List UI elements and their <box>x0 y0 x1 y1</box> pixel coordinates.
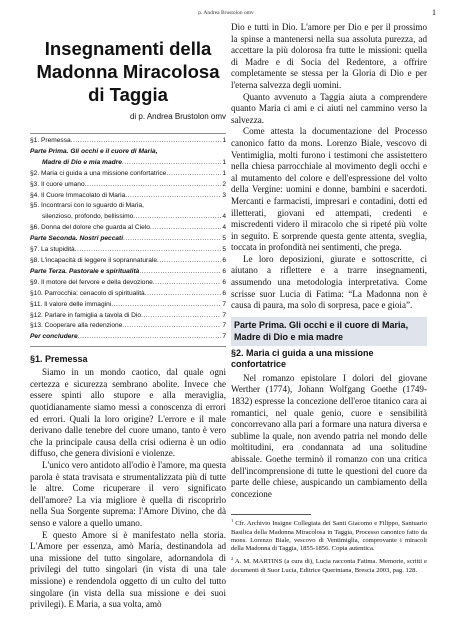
toc-entry[interactable] <box>30 223 226 234</box>
title-line: di Taggia <box>88 84 168 105</box>
toc-entry[interactable] <box>30 300 226 311</box>
footnote: $^1$ Cfr. Archivio Insigne Collegiata dei Santi Giacomo e Filippo, Santuario Basilica della Madonna Miracolosa in Taggia, Processo canonico fatto da mons. Lorenzo Biale, vescovo di Ventimiglia, comprovante i miracoli della Madonna di Taggia, 1855-1856. Copia autentica. <box>231 518 427 553</box>
paragraph: Come attesta la documentazione del Processo canonico fatto da mons. Lorenzo Biale, vescovo di Ventimiglia, molti furono i testimoni che assistettero nella chiesa parrocchiale al movimento degli occhi e al mutamento del colore e dell'espressione del volto della Vergine: uomini e donne, bambini e sacerdoti. Mercanti e farmacisti, impresari e contadini, dotti ed illetterati, giovani ed attempati, credenti e miscredenti videro il miracolo che si ripeté più volte in seguito. E sorprende questa gente attenta, sveglia, toccata in profondità nei sentimenti, che prega. <box>231 126 427 253</box>
toc-entry-page: 2 <box>222 180 226 188</box>
toc-entry-title: §8. L'incapacità di leggere il soprannaturale <box>30 256 157 264</box>
toc-entry[interactable] <box>30 332 226 343</box>
toc-leader-dots <box>150 223 221 234</box>
toc-leader-dots <box>71 136 222 147</box>
document-title <box>30 37 226 106</box>
footnote: $^2$ A. M. MARTINS (a cura di), Lucia racconta Fatima. Memorie, scritti e documenti di Suor Lucia, Editrice Queriniana, Brescia 2003, pag. 128. <box>231 556 427 574</box>
toc-entry-page: 3 <box>222 191 226 199</box>
toc-entry[interactable] <box>30 169 226 180</box>
toc-leader-dots <box>123 234 221 245</box>
toc-entry-title: §7. La stupidità <box>30 246 75 254</box>
toc-entry-page: 7 <box>222 322 226 330</box>
toc-entry-page: 4 <box>222 213 226 221</box>
paragraph: Le loro deposizioni, giurate e sottoscritte, ci aiutano a riflettere e a trarre insegnamenti, assumendo una metodologia interpretativa. Come scrisse suor Lucia di Fatima: “La Madonna non è causa di paura, ma solo di sorpresa, pace e gioia”. <box>231 253 427 311</box>
footnote-text: Cfr. Archivio Insigne Collegiata dei Santi Giacomo e Filippo, Santuario Basilica della Madonna Miracolosa in Taggia, Processo canonico fatto da mons. Lorenzo Biale, vescovo di Ventimiglia, comprovante i miracoli della Madonna di Taggia, 1855-1856. Copia autentica. <box>231 520 427 553</box>
title-line: Insegnamenti della <box>44 38 212 59</box>
toc-entry[interactable] <box>30 289 226 300</box>
toc-entry-title: silenzioso, profondo, bellissimo <box>42 213 134 221</box>
footnote-text: A. M. MARTINS (a cura di), Lucia racconta Fatima. Memorie, scritti e documenti di Suor Lucia, Editrice Queriniana, Brescia 2003, pag. 128. <box>231 558 427 574</box>
page-number: 1 <box>432 8 436 17</box>
paragraph: Dio e tutti in Dio. L'amore per Dio e per il prossimo la spinse a mantenersi nella sua assoluta purezza, ad accettare la più dolorosa fra tutte le missioni: quella di Madre e di Socia del Redentore, a offrire completamente se stessa per la Gloria di Dio e per l'eterna salvezza degli uomini. <box>231 22 427 90</box>
toc-entry-title: §11. Il valore delle immagini <box>30 300 112 308</box>
section-heading-missione: §2. Maria ci guida a una missione confortatrice <box>231 347 374 370</box>
toc-entry-title: Per concludere <box>30 333 78 341</box>
running-head: p. Andrea Brustolon omv <box>198 10 254 16</box>
toc-entry-page: 7 <box>222 300 226 308</box>
toc-leader-dots <box>111 300 221 311</box>
footnote-rule <box>231 514 311 515</box>
toc-leader-dots <box>125 191 221 202</box>
right-column <box>231 22 427 575</box>
toc-entry[interactable] <box>30 212 226 223</box>
paragraph: Quanto avvenuto a Taggia aiuta a comprendere quanto Maria ci ami e ci aiuti nel cammino verso la salvezza. <box>231 91 427 125</box>
toc-entry-title: Parte Seconda. Nostri peccati <box>30 235 124 243</box>
toc-entry[interactable] <box>30 201 226 212</box>
toc-entry-page: 7 <box>222 311 226 319</box>
paragraph: L'unico vero antidoto all'odio è l'amore, ma questa parola è stata travisata e strumentalizzata più di tutte le altre. Come ricuperare il vero significato dell'amore? La via migliore è quella di riscoprirlo nella Sua Sorgente suprema: l'Amore Divino, che dà senso e valore a quello umano. <box>30 459 226 528</box>
toc-entry-title: §1. Premessa <box>30 137 71 144</box>
toc-entry[interactable] <box>30 158 226 169</box>
paragraph: Siamo in un mondo caotico, dal quale ogni certezza e sicurezza sembrano abolite. Invece che essere spinti allo stupore e alla meraviglia, quotidianamente siamo messi a conoscenza di errori ed errori. Quali la loro origine? L'errore e il male derivano dalle tenebre del cuore umano, tanto è vero che la principale causa della crisi odierna è un odio diffuso, che genera divisioni e violenze. <box>30 367 226 459</box>
toc-entry[interactable] <box>30 234 226 245</box>
toc-entry-title: §12. Parlare in famiglia a tavola di Dio <box>30 311 142 319</box>
toc-leader-dots <box>145 289 222 300</box>
toc-entry-title: Madre di Dio e mia madre <box>42 158 122 166</box>
toc-entry-title: §9. Il motore del fervore e della devozione <box>30 278 153 286</box>
toc-entry-title: §2. Maria ci guida a una missione confortatrice <box>30 169 167 177</box>
toc-entry-title: §4. Il Cuore Immacolato di Maria <box>30 191 126 199</box>
toc-entry-page: 5 <box>222 235 226 243</box>
toc-leader-dots <box>133 212 221 223</box>
toc-entry-page: 1 <box>222 137 226 144</box>
paragraph: E questo Amore si è manifestato nella storia. L'Amore per essenza, amò Maria, destinandola ad una missione del tutto singolare, adornandola di privilegi del tutto singolari (in vista di una tale missione) e rendendola oggetto di un culto del tutto singolare (in vista della sua missione e dei suoi privilegi). E Maria, a sua volta, amò <box>30 529 226 610</box>
author-line: di p. Andrea Brustolon omv <box>129 112 226 121</box>
toc-entry-page: 6 <box>222 278 226 286</box>
toc-leader-dots <box>141 311 221 322</box>
toc-entry-page: 1 <box>222 158 226 166</box>
toc-entry-title: §13. Cooperare alla redenzione <box>30 322 123 330</box>
toc-leader-dots <box>85 180 222 191</box>
title-line: Madonna Miracolosa <box>36 61 220 82</box>
toc-entry[interactable] <box>30 180 226 191</box>
toc-leader-dots <box>166 169 221 180</box>
toc-leader-dots <box>122 321 221 332</box>
toc-entry[interactable] <box>30 245 226 256</box>
toc-leader-dots <box>153 278 222 289</box>
toc-entry-title: Parte Prima. Gli occhi e il cuore di Maria, <box>30 147 158 155</box>
toc-entry[interactable] <box>30 191 226 202</box>
table-of-contents <box>30 133 226 347</box>
toc-entry-page: 7 <box>222 333 226 341</box>
toc-entry-title: §10. Parrocchia: cenacolo di spiritualità <box>30 289 145 297</box>
toc-entry-page: 6 <box>222 267 226 275</box>
section-heading-premessa: §1. Premessa <box>30 354 88 365</box>
toc-entry-title: §5. Incontrarsi con lo sguardo di Maria, <box>30 202 144 210</box>
toc-entry[interactable] <box>30 278 226 289</box>
toc-entry-page: 6 <box>222 289 226 297</box>
toc-leader-dots <box>139 267 221 278</box>
left-column <box>30 22 226 611</box>
toc-entry-page: 6 <box>222 256 226 264</box>
toc-entry[interactable] <box>30 321 226 332</box>
toc-entry-page: 5 <box>222 246 226 254</box>
toc-entry[interactable] <box>30 147 226 158</box>
toc-entry-title: Parte Terza. Pastorale e spiritualità <box>30 267 140 275</box>
paragraph: Nel romanzo epistolare I dolori del giovane Werther (1774), Johann Wolfgang Goethe (1749-1832) espresse la concezione dell'eroe titanico cara ai romantici, nel quale genio, cuore e sensibilità concorrevano alla pari a formare una natura diversa e sublime la quale, non avendo patria nel mondo delle moltitudini, era condannata ad una solitudine abissale. Goethe terminò il romanzo con una critica dell'incomprensione di tutte le questioni del cuore da parte delle chiese, auspicando un cambiamento della concezione <box>231 372 427 499</box>
toc-entry[interactable] <box>30 136 226 147</box>
part-heading: Parte Prima. Gli occhi e il cuore di Maria, Madre di Dio e mia madre <box>231 317 427 346</box>
toc-entry[interactable] <box>30 267 226 278</box>
toc-entry[interactable] <box>30 256 226 267</box>
toc-entry[interactable] <box>30 311 226 322</box>
toc-entry-title: §6. Donna del dolore che guarda al Cielo <box>30 224 150 232</box>
toc-entry-title: §3. Il cuore umano <box>30 180 85 188</box>
toc-entry-page: 1 <box>222 169 226 177</box>
toc-leader-dots <box>78 332 222 343</box>
toc-leader-dots <box>122 158 221 169</box>
toc-entry-page: 4 <box>222 224 226 232</box>
toc-leader-dots <box>75 245 222 256</box>
toc-leader-dots <box>157 256 221 267</box>
